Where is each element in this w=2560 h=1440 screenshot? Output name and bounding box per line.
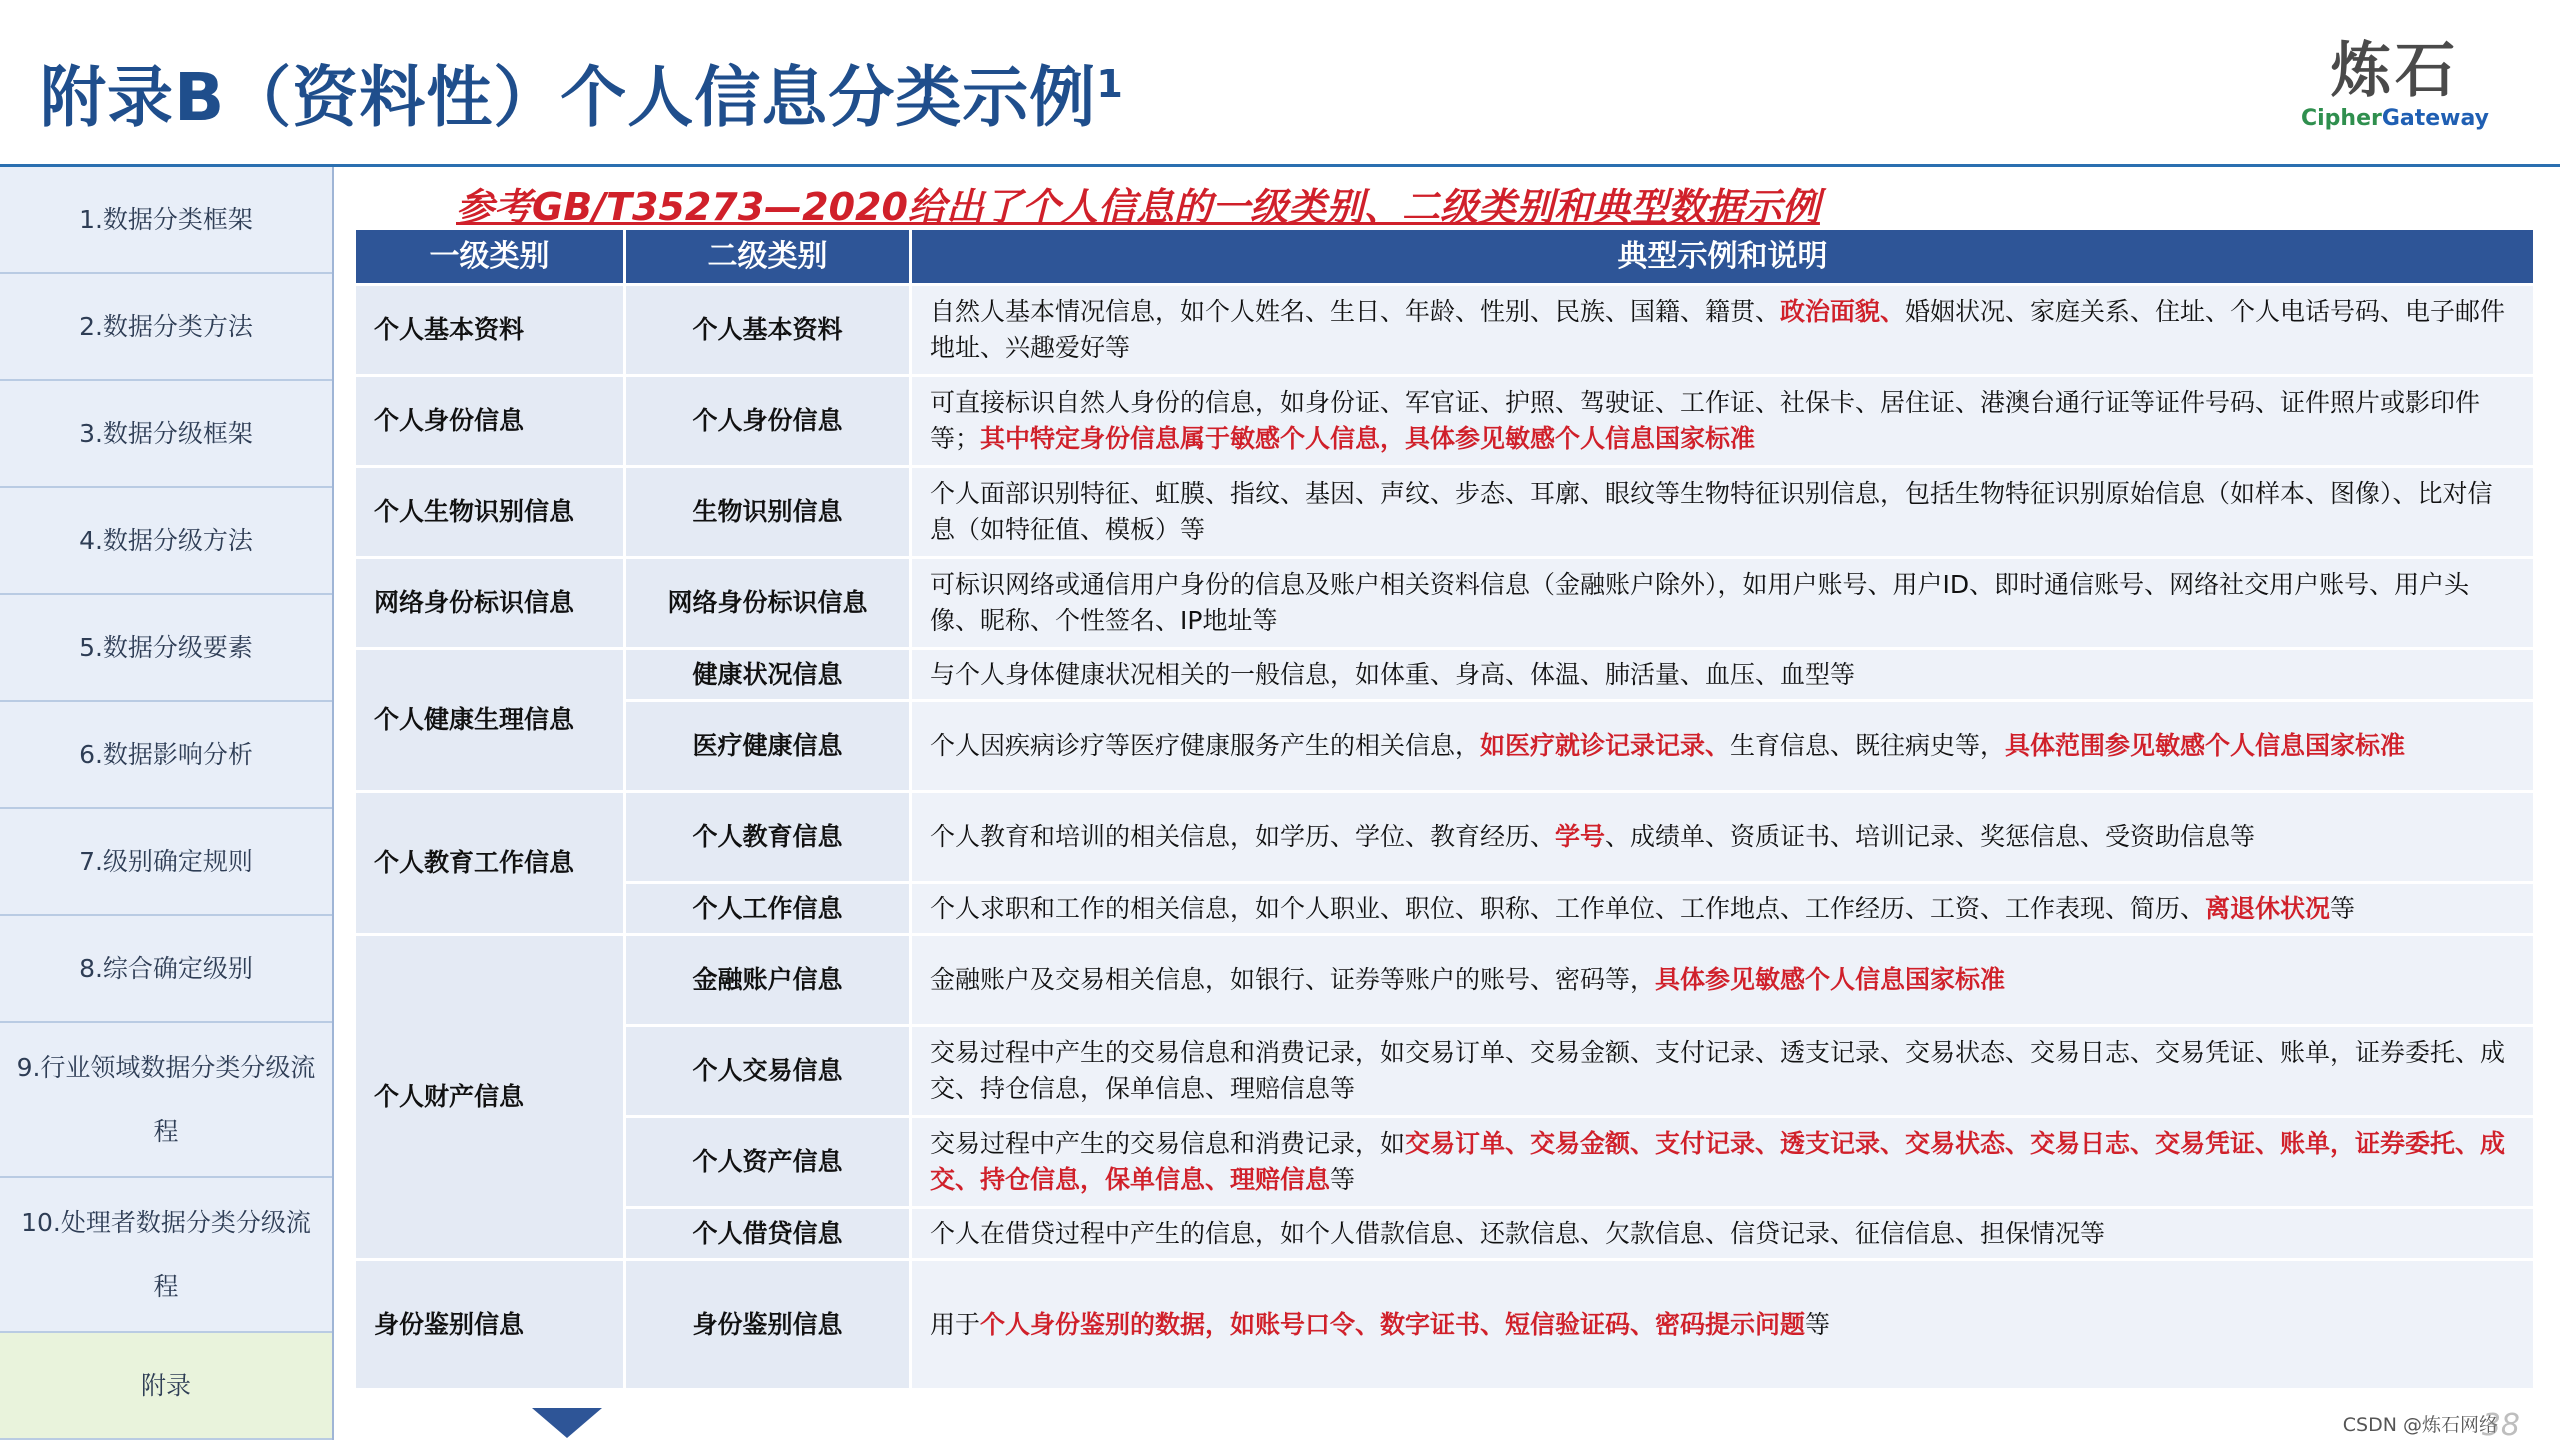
sidebar-item-2[interactable]: 2.数据分类方法 [0, 274, 332, 381]
plain-text: 等 [1330, 1165, 1356, 1194]
level2-category: 生物识别信息 [626, 468, 912, 559]
level1-category: 网络身份标识信息 [356, 559, 626, 650]
down-arrow-icon[interactable] [532, 1404, 602, 1440]
plain-text: 个人面部识别特征、虹膜、指纹、基因、声纹、步态、耳廓、眼纹等生物特征识别信息，包括生物特征识别原始信息（如样本、图像）、比对信息（如特征值、模板）等 [930, 479, 2493, 544]
sidebar-item-9[interactable]: 9.行业领域数据分类分级流程 [0, 1023, 332, 1178]
sidebar-nav [0, 167, 334, 1440]
sidebar-item-10[interactable]: 10.处理者数据分类分级流程 [0, 1178, 332, 1333]
example-description [912, 650, 2536, 702]
plain-text: 交易过程中产生的交易信息和消费记录，如交易订单、交易金额、支付记录、透支记录、交易状态、交易日志、交易凭证、账单，证券委托、成交、持仓信息，保单信息、理赔信息等 [930, 1038, 2506, 1103]
level1-category: 个人财产信息 [356, 936, 626, 1261]
plain-text: 等 [1805, 1309, 1831, 1339]
page-number: 38 [2481, 1408, 2520, 1440]
plain-text: 个人在借贷过程中产生的信息，如个人借款信息、还款信息、欠款信息、信贷记录、征信信息、担保情况等 [930, 1218, 2106, 1248]
highlighted-text: 具体范围参见敏感个人信息国家标准 [2005, 731, 2406, 760]
level2-category: 个人借贷信息 [626, 1209, 912, 1261]
plain-text: 婚姻状况、家庭关系、住址、个人电话号码、电子邮件地址、兴趣爱好等 [930, 297, 2506, 362]
plain-text: 等 [2330, 893, 2356, 923]
watermark: CSDN @炼石网络 [2342, 1414, 2498, 1436]
column-header-2: 二级类别 [626, 230, 912, 286]
company-logo [2300, 36, 2490, 132]
example-description [912, 1261, 2536, 1391]
description-text [930, 657, 1855, 693]
example-description [912, 702, 2536, 793]
sidebar-item-6[interactable]: 6.数据影响分析 [0, 702, 332, 809]
plain-text: 、成绩单、资质证书、培训记录、奖惩信息、受资助信息等 [1605, 822, 2256, 851]
level1-category: 个人身份信息 [356, 377, 626, 468]
level1-category: 个人教育工作信息 [356, 793, 626, 936]
sidebar-item-11[interactable]: 附录 [0, 1333, 332, 1440]
level2-category: 金融账户信息 [626, 936, 912, 1027]
description-text [930, 891, 2355, 927]
level2-category: 个人资产信息 [626, 1118, 912, 1209]
level2-category: 个人工作信息 [626, 884, 912, 936]
sidebar-item-3[interactable]: 3.数据分级框架 [0, 381, 332, 488]
description-text [930, 1216, 2105, 1252]
plain-text: 生育信息、既往病史等， [1730, 731, 2006, 760]
example-description [912, 1027, 2536, 1118]
logo-cn-text: 炼石 [2331, 36, 2459, 106]
description-text [930, 476, 2515, 548]
sidebar-item-4[interactable]: 4.数据分级方法 [0, 488, 332, 595]
highlighted-text: 交易订单、交易金额、支付记录、透支记录、交易状态、交易日志、交易凭证、账单，证券委托、成交、持仓信息，保单信息、理赔信息 [930, 1129, 2506, 1194]
highlighted-text: 学号 [1555, 822, 1606, 851]
description-text [930, 819, 2255, 855]
plain-text: 金融账户及交易相关信息，如银行、证券等账户的账号、密码等， [930, 965, 1656, 994]
title-footnote: 1 [1096, 62, 1124, 106]
sidebar-item-5[interactable]: 5.数据分级要素 [0, 595, 332, 702]
level2-category: 个人基本资料 [626, 286, 912, 377]
plain-text: 个人因疾病诊疗等医疗健康服务产生的相关信息， [930, 731, 1481, 760]
sidebar-item-8[interactable]: 8.综合确定级别 [0, 916, 332, 1023]
classification-table [356, 230, 2536, 1402]
logo-en-text: CipherGateway [2300, 106, 2490, 131]
description-text [930, 962, 2005, 998]
description-text [930, 294, 2515, 366]
plain-text: 交易过程中产生的交易信息和消费记录，如 [930, 1129, 1406, 1158]
highlighted-text: 政治面貌、 [1780, 297, 1906, 326]
level2-category: 健康状况信息 [626, 650, 912, 702]
column-header-1: 一级类别 [356, 230, 626, 286]
example-description [912, 936, 2536, 1027]
level1-category: 个人基本资料 [356, 286, 626, 377]
level2-category: 个人交易信息 [626, 1027, 912, 1118]
example-description [912, 884, 2536, 936]
plain-text: 用于 [930, 1309, 981, 1339]
level2-category: 个人教育信息 [626, 793, 912, 884]
example-description [912, 1209, 2536, 1261]
level2-category: 个人身份信息 [626, 377, 912, 468]
header-divider [0, 164, 2560, 167]
plain-text: 个人求职和工作的相关信息，如个人职业、职位、职称、工作单位、工作地点、工作经历、工资、工作表现、简历、 [930, 893, 2206, 923]
level1-category: 个人健康生理信息 [356, 650, 626, 793]
page-title: 附录B（资料性）个人信息分类示例$^1$ [40, 59, 1124, 136]
example-description [912, 793, 2536, 884]
highlighted-text: 离退休状况 [2205, 893, 2331, 923]
highlighted-text: 个人身份鉴别的数据，如账号口令、数字证书、短信验证码、密码提示问题 [980, 1309, 1806, 1339]
highlighted-text: 具体参见敏感个人信息国家标准 [1655, 965, 2006, 994]
example-description [912, 286, 2536, 377]
level1-category: 身份鉴别信息 [356, 1261, 626, 1391]
description-text [930, 385, 2515, 457]
example-description [912, 1118, 2536, 1209]
example-description [912, 377, 2536, 468]
plain-text: 自然人基本情况信息，如个人姓名、生日、年龄、性别、民族、国籍、籍贯、 [930, 297, 1781, 326]
table-subtitle: 参考GB/T35273—2020给出了个人信息的一级类别、二级类别和典型数据示例 [456, 185, 1820, 229]
description-text [930, 1307, 1830, 1343]
description-text [930, 1126, 2515, 1198]
level1-category: 个人生物识别信息 [356, 468, 626, 559]
description-text [930, 1035, 2515, 1107]
highlighted-text: 其中特定身份信息属于敏感个人信息，具体参见敏感个人信息国家标准 [980, 424, 1756, 453]
highlighted-text: 如医疗就诊记录记录、 [1480, 731, 1731, 760]
level2-category: 网络身份标识信息 [626, 559, 912, 650]
description-text [930, 728, 2405, 764]
description-text [930, 567, 2515, 639]
example-description [912, 468, 2536, 559]
plain-text: 可直接标识自然人身份的信息，如身份证、军官证、护照、驾驶证、工作证、社保卡、居住证、港澳台通行证等证件号码、证件照片或影印件等； [930, 388, 2481, 453]
plain-text: 可标识网络或通信用户身份的信息及账户相关资料信息（金融账户除外），如用户账号、用户ID、即时通信账号、网络社交用户账号、用户头像、昵称、个性签名、IP地址等 [930, 570, 2470, 635]
example-description [912, 559, 2536, 650]
sidebar-item-1[interactable]: 1.数据分类框架 [0, 167, 332, 274]
level2-category: 医疗健康信息 [626, 702, 912, 793]
plain-text: 个人教育和培训的相关信息，如学历、学位、教育经历、 [930, 822, 1556, 851]
plain-text: 与个人身体健康状况相关的一般信息，如体重、身高、体温、肺活量、血压、血型等 [930, 659, 1856, 689]
level2-category: 身份鉴别信息 [626, 1261, 912, 1391]
sidebar-item-7[interactable]: 7.级别确定规则 [0, 809, 332, 916]
column-header-3: 典型示例和说明 [912, 230, 2536, 286]
